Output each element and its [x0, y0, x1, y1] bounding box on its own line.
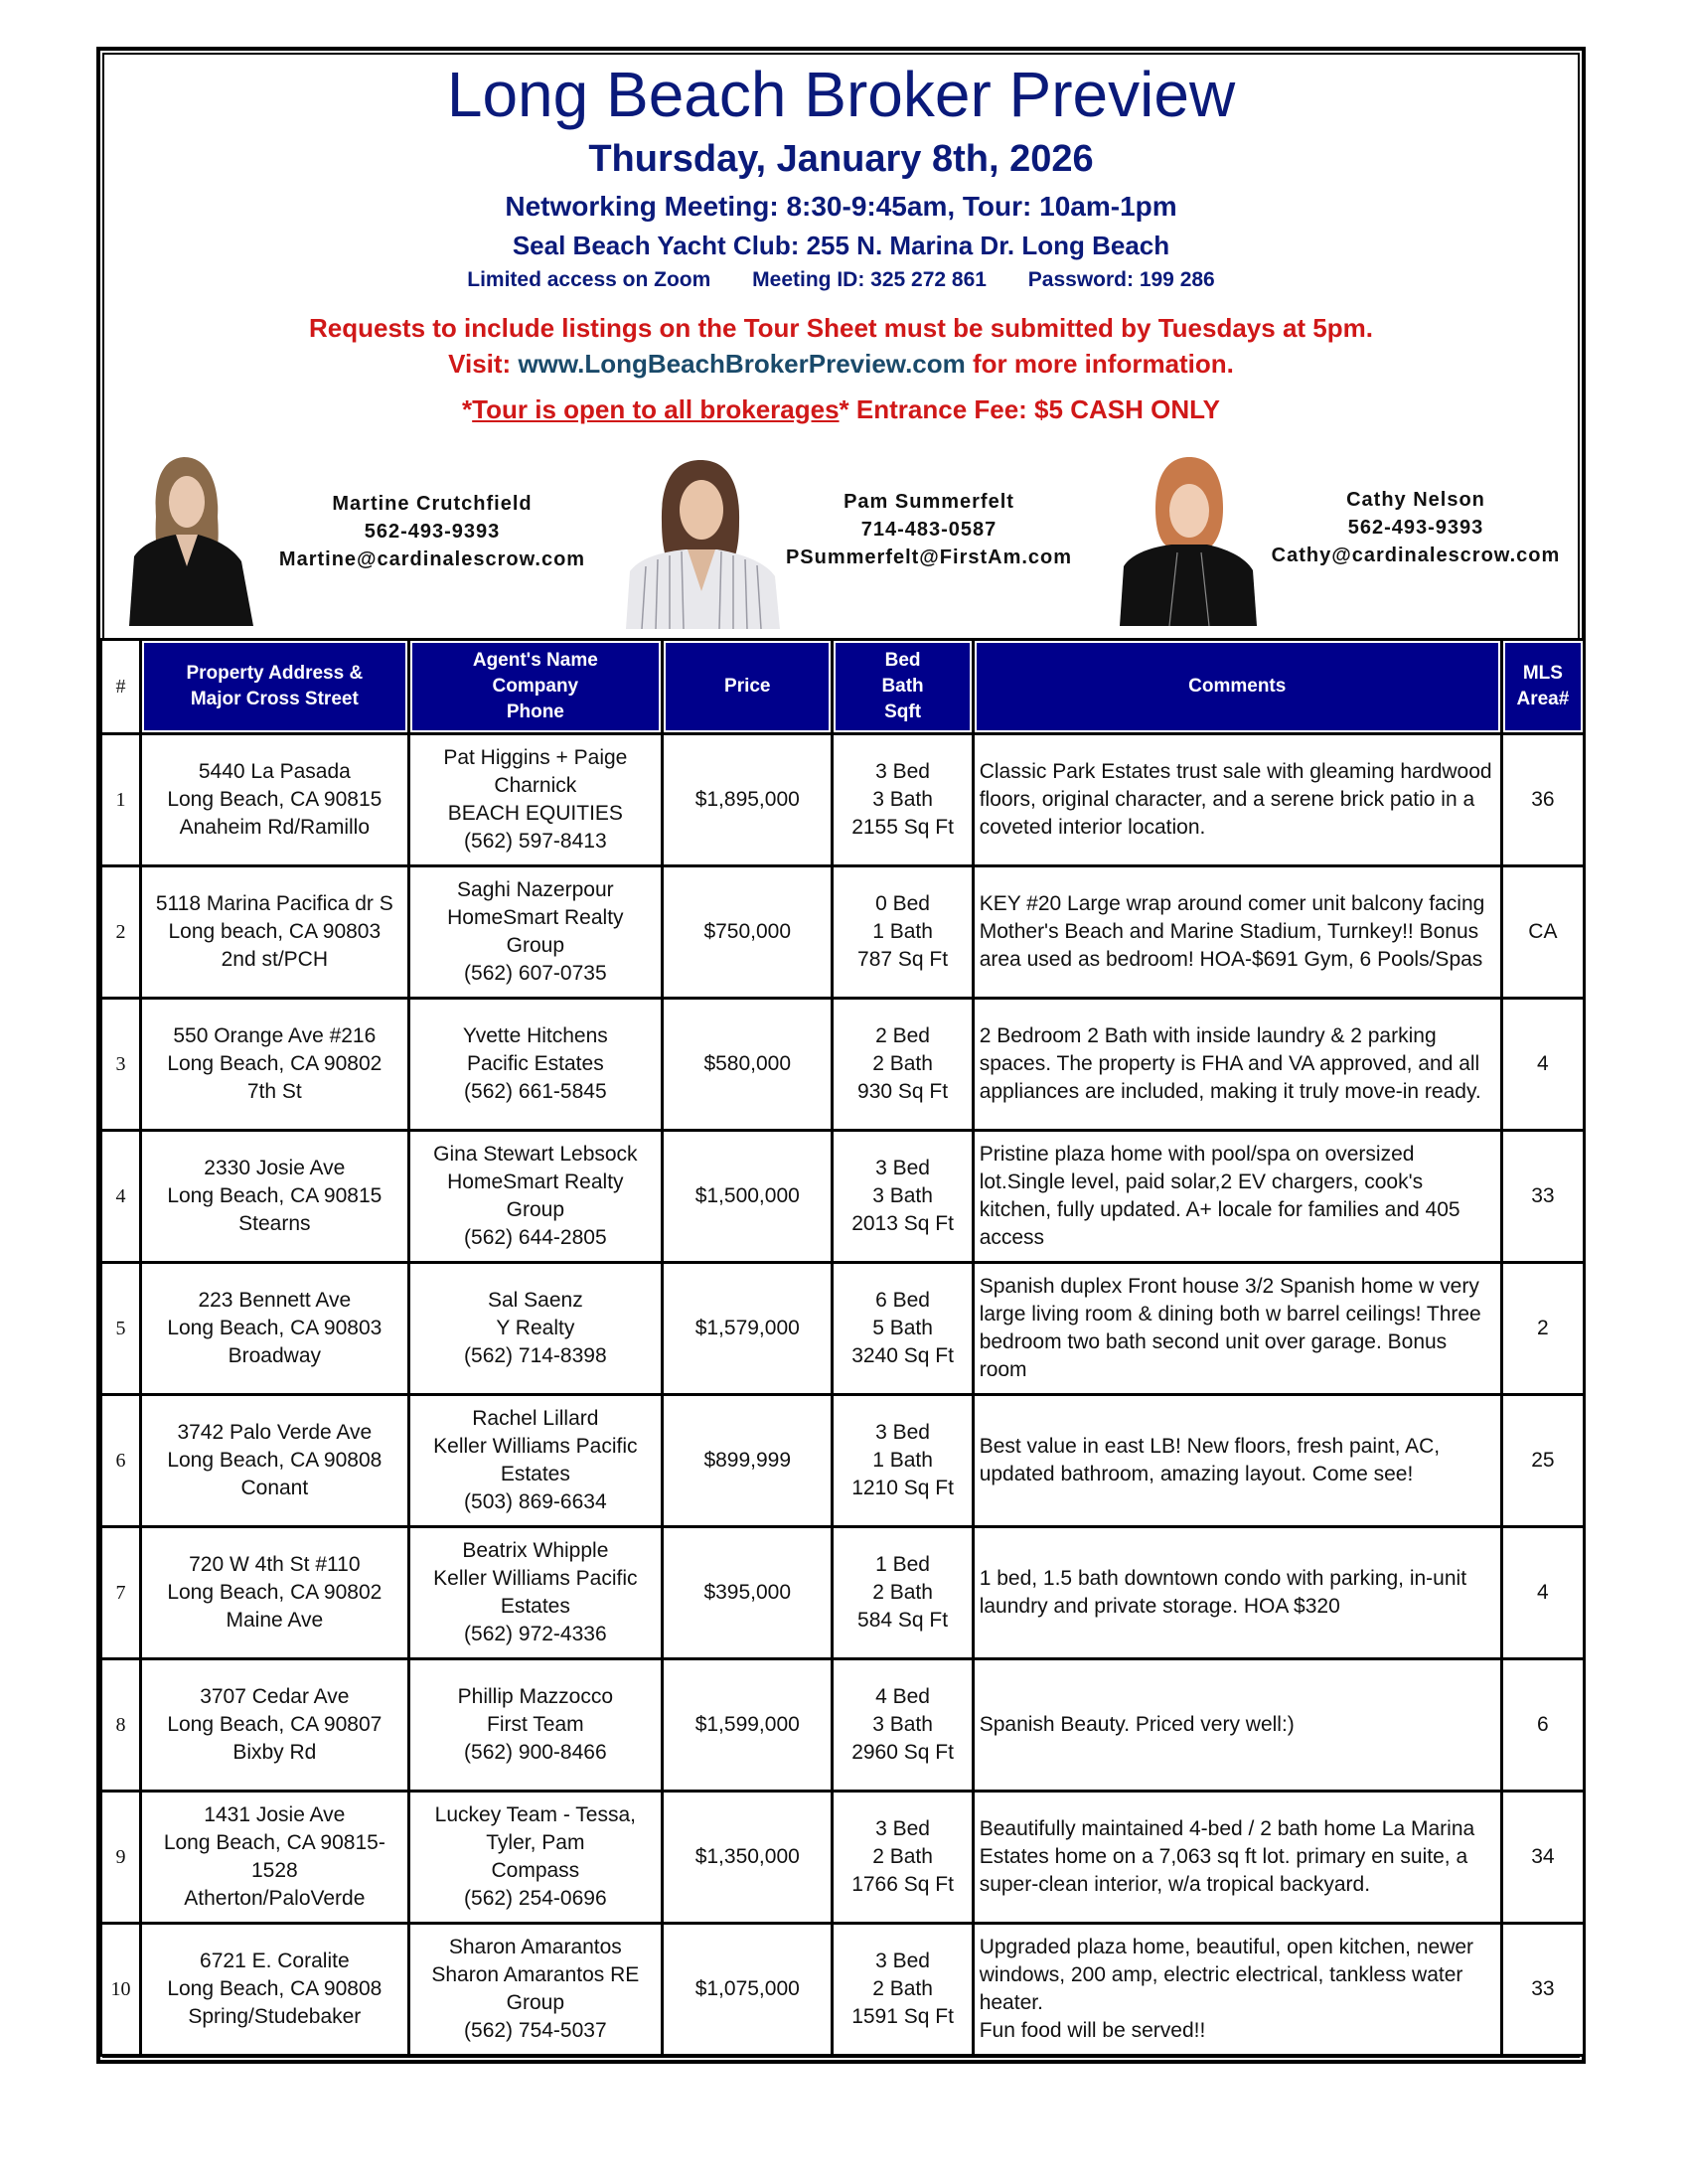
agent-company-phone-line: Saghi Nazerpour [457, 878, 614, 901]
bed-bath-sqft [834, 1925, 971, 2054]
agent-company-phone [410, 1793, 662, 1922]
price: $1,599,000 [664, 1660, 831, 1790]
comments [975, 1000, 1500, 1129]
agent-company-phone-line: Sal Saenz [487, 1289, 583, 1312]
agent-company-phone [410, 1132, 662, 1261]
property-address [142, 1000, 407, 1129]
row-number: 7 [102, 1528, 139, 1657]
bed-bath-sqft-line: 1 Bath [872, 920, 933, 943]
header-line: Bed [884, 650, 921, 671]
agent-company-phone-line: (562) 254-0696 [464, 1887, 607, 1910]
comments [975, 867, 1500, 997]
agent-card-cathy [1252, 486, 1580, 569]
agent-company-phone-line: Keller Williams Pacific [433, 1567, 638, 1590]
bed-bath-sqft-line: 1210 Sq Ft [851, 1477, 954, 1499]
bed-bath-sqft-line: 787 Sq Ft [857, 948, 949, 971]
comments [975, 1132, 1500, 1261]
agent-company-phone-line: Estates [500, 1595, 570, 1618]
comments [975, 1396, 1500, 1525]
bed-bath-sqft-line: 2 Bed [875, 1024, 930, 1047]
comments [975, 1925, 1500, 2054]
table-row [102, 1660, 1583, 1790]
table-row [102, 735, 1583, 864]
property-address [142, 1396, 407, 1525]
bed-bath-sqft-line: 4 Bed [875, 1685, 930, 1708]
property-address-line: Anaheim Rd/Ramillo [179, 816, 371, 839]
agent-company-phone-line: BEACH EQUITIES [447, 802, 623, 825]
agent-company-phone-line: (562) 661-5845 [464, 1080, 607, 1103]
price: $1,895,000 [664, 735, 831, 864]
row-number: 9 [102, 1793, 139, 1922]
bed-bath-sqft [834, 867, 971, 997]
bed-bath-sqft [834, 1660, 971, 1790]
bed-bath-sqft-line: 3240 Sq Ft [851, 1344, 954, 1367]
table-row [102, 1925, 1583, 2054]
agent-company-phone-line: Sharon Amarantos RE [431, 1963, 640, 1986]
agent-company-phone [410, 1000, 662, 1129]
requests-notice: Requests to include listings on the Tour Sheet must be submitted by Tuesdays at 5pm. [309, 313, 1373, 343]
row-number: 1 [102, 735, 139, 864]
row-number: 3 [102, 1000, 139, 1129]
agent-company-phone-line: Phillip Mazzocco [457, 1685, 614, 1708]
mls-area: 33 [1503, 1925, 1583, 2054]
price: $1,579,000 [664, 1264, 831, 1393]
bed-bath-sqft [834, 1132, 971, 1261]
comments-line: Best value in east LB! New floors, fresh paint, AC, updated bathroom, amazing layout. Come see! [979, 1435, 1441, 1485]
header-line: Bath [881, 676, 924, 697]
property-address [142, 867, 407, 997]
zoom-password: Password: 199 286 [1027, 268, 1215, 291]
listings-table [99, 638, 1586, 2057]
event-date: Thursday, January 8th, 2026 [588, 138, 1094, 180]
price: $395,000 [664, 1528, 831, 1657]
bed-bath-sqft-line: 1766 Sq Ft [851, 1873, 954, 1896]
bed-bath-sqft [834, 1264, 971, 1393]
mls-area: CA [1503, 867, 1583, 997]
agent-company-phone [410, 1528, 662, 1657]
agent-company-phone-line: (562) 607-0735 [464, 962, 607, 985]
tour-notice [104, 392, 1578, 426]
agent-card-pam [775, 488, 1083, 571]
property-address [142, 1132, 407, 1261]
bed-bath-sqft [834, 1793, 971, 1922]
property-address-line: 550 Orange Ave #216 [173, 1024, 377, 1047]
property-address-line: 3707 Cedar Ave [200, 1685, 350, 1708]
agent-company-phone-line: Tyler, Pam [486, 1831, 585, 1854]
bed-bath-sqft-line: 2 Bath [872, 1977, 933, 2000]
comments [975, 1793, 1500, 1922]
property-address-line: 3742 Palo Verde Ave [177, 1421, 373, 1444]
comments [975, 735, 1500, 864]
agent-photo-pam [616, 452, 790, 629]
col-header-comments: Comments [975, 641, 1500, 732]
bed-bath-sqft-line: 2 Bath [872, 1845, 933, 1868]
property-address-line: 2nd st/PCH [221, 948, 329, 971]
agent-company-phone-line: Y Realty [496, 1317, 575, 1339]
bed-bath-sqft-line: 1 Bed [875, 1553, 930, 1576]
agent-company-phone-line: Pat Higgins + Paige [443, 746, 628, 769]
mls-area: 33 [1503, 1132, 1583, 1261]
agent-company-phone-line: (562) 972-4336 [464, 1623, 607, 1645]
website-link[interactable]: www.LongBeachBrokerPreview.com [518, 349, 966, 379]
agent-name: Cathy Nelson [1346, 489, 1485, 511]
bed-bath-sqft-line: 2 Bath [872, 1052, 933, 1075]
bed-bath-sqft-line: 5 Bath [872, 1317, 933, 1339]
property-address [142, 1793, 407, 1922]
property-address [142, 1925, 407, 2054]
page-title: Long Beach Broker Preview [446, 59, 1236, 130]
event-venue: Seal Beach Yacht Club: 255 N. Marina Dr. Long Beach [512, 231, 1170, 260]
agent-company-phone-line: Charnick [494, 774, 577, 797]
agent-company-phone-line: Luckey Team - Tessa, [434, 1803, 636, 1826]
property-address-line: Bixby Rd [232, 1741, 317, 1764]
comments-line: Fun food will be served!! [979, 2019, 1206, 2042]
property-address-line: 5440 La Pasada [198, 760, 351, 783]
agent-photo-cathy [1108, 449, 1267, 626]
agent-company-phone [410, 735, 662, 864]
visit-suffix: for more information. [973, 349, 1234, 379]
property-address [142, 1528, 407, 1657]
zoom-access: Limited access on Zoom [467, 268, 711, 291]
row-number: 5 [102, 1264, 139, 1393]
comments-line: Spanish Beauty. Priced very well:) [979, 1713, 1295, 1736]
comments-line: KEY #20 Large wrap around comer unit balcony facing Mother's Beach and Marine Stadium, Turnkey!! Bonus area used as bedroom! HOA-$691 Gym, 6 Pools/Spas [979, 892, 1485, 971]
bed-bath-sqft-line: 3 Bed [875, 1157, 930, 1179]
property-address-line: Long Beach, CA 90802 [167, 1052, 383, 1075]
comments [975, 1660, 1500, 1790]
bed-bath-sqft-line: 1591 Sq Ft [851, 2005, 954, 2028]
bed-bath-sqft-line: 3 Bed [875, 760, 930, 783]
bed-bath-sqft-line: 3 Bath [872, 788, 933, 811]
property-address-line: Long Beach, CA 90808 [167, 1977, 383, 2000]
comments-line: Spanish duplex Front house 3/2 Spanish home w very large living room & dining both w barrel ceilings! Three bedroom two bath second unit over garage. Bonus room [979, 1275, 1481, 1381]
agent-company-phone [410, 1660, 662, 1790]
agent-company-phone-line: (562) 597-8413 [464, 830, 607, 853]
property-address-line: Long Beach, CA 90815- [163, 1831, 385, 1854]
property-address-line: Long beach, CA 90803 [168, 920, 382, 943]
header-line: Company [492, 676, 579, 697]
mls-area: 6 [1503, 1660, 1583, 1790]
property-address-line: Long Beach, CA 90815 [167, 1184, 383, 1207]
property-address-line: 7th St [246, 1080, 302, 1103]
comments-line: Upgraded plaza home, beautiful, open kitchen, newer windows, 200 amp, electric electrical, tankless water heater. [979, 1936, 1474, 2014]
price: $580,000 [664, 1000, 831, 1129]
agent-name: Pam Summerfelt [844, 491, 1014, 513]
zoom-meeting-id: Meeting ID: 325 272 861 [752, 268, 987, 291]
visit-prefix: Visit: [448, 349, 512, 379]
table-row [102, 1793, 1583, 1922]
property-address [142, 1660, 407, 1790]
agent-email[interactable]: Martine@cardinalescrow.com [278, 548, 586, 570]
bed-bath-sqft-line: 3 Bath [872, 1184, 933, 1207]
agent-company-phone-line: Rachel Lillard [472, 1407, 599, 1430]
price: $1,075,000 [664, 1925, 831, 2054]
comments-line: 2 Bedroom 2 Bath with inside laundry & 2 parking spaces. The property is FHA and VA approved, and all appliances are included, making it truly move-in ready. [979, 1024, 1481, 1103]
row-number: 8 [102, 1660, 139, 1790]
col-header-mls [1503, 641, 1583, 732]
price: $1,500,000 [664, 1132, 831, 1261]
price: $1,350,000 [664, 1793, 831, 1922]
agent-company-phone-line: Estates [500, 1463, 570, 1485]
agent-company-phone [410, 1396, 662, 1525]
row-number: 2 [102, 867, 139, 997]
col-header-agent [410, 641, 662, 732]
agent-company-phone-line: (562) 754-5037 [464, 2019, 607, 2042]
price: $899,999 [664, 1396, 831, 1525]
tour-suffix: * Entrance Fee: $5 CASH ONLY [839, 394, 1220, 424]
header-line: Area# [1516, 689, 1570, 709]
bed-bath-sqft-line: 3 Bath [872, 1713, 933, 1736]
price: $750,000 [664, 867, 831, 997]
agent-company-phone-line: Compass [491, 1859, 580, 1882]
bed-bath-sqft-line: 3 Bed [875, 1950, 930, 1972]
comments-line: 1 bed, 1.5 bath downtown condo with parking, in-unit laundry and private storage. HOA $320 [979, 1567, 1467, 1618]
event-schedule: Networking Meeting: 8:30-9:45am, Tour: 10am-1pm [505, 191, 1177, 222]
agent-company-phone [410, 867, 662, 997]
agent-company-phone-line: Pacific Estates [466, 1052, 604, 1075]
col-header-bedbath [834, 641, 971, 732]
bed-bath-sqft-line: 584 Sq Ft [857, 1609, 949, 1632]
property-address-line: Long Beach, CA 90815 [167, 788, 383, 811]
mls-area: 4 [1503, 1528, 1583, 1657]
agent-photo-martine [114, 447, 268, 626]
comments-line: Pristine plaza home with pool/spa on oversized lot.Single level, paid solar,2 EV chargers, cook's kitchen, fully updated. A+ locale for families and 405 access [979, 1143, 1460, 1249]
table-row [102, 1396, 1583, 1525]
agent-company-phone-line: Gina Stewart Lebsock [433, 1143, 638, 1166]
property-address-line: Broadway [228, 1344, 322, 1367]
header-line: Property Address & [186, 663, 364, 684]
property-address-line: 2330 Josie Ave [204, 1157, 346, 1179]
mls-area: 25 [1503, 1396, 1583, 1525]
property-address-line: 5118 Marina Pacifica dr S [155, 892, 393, 915]
header-line: Major Cross Street [190, 689, 359, 709]
header-line: MLS [1522, 663, 1563, 684]
row-number: 6 [102, 1396, 139, 1525]
bed-bath-sqft-line: 2960 Sq Ft [851, 1741, 954, 1764]
agent-company-phone-line: HomeSmart Realty [447, 1170, 624, 1193]
agent-company-phone-line: Sharon Amarantos [448, 1936, 622, 1958]
col-header-number: # [102, 641, 139, 732]
bed-bath-sqft-line: 3 Bed [875, 1817, 930, 1840]
property-address [142, 1264, 407, 1393]
agent-company-phone-line: First Team [487, 1713, 584, 1736]
property-address-line: Atherton/PaloVerde [184, 1887, 366, 1910]
property-address-line: Spring/Studebaker [188, 2005, 362, 2028]
agent-phone: 714-483-0587 [860, 519, 998, 541]
mls-area: 4 [1503, 1000, 1583, 1129]
property-address [142, 735, 407, 864]
bed-bath-sqft-line: 1 Bath [872, 1449, 933, 1472]
tour-prefix: * [462, 394, 473, 424]
comments [975, 1528, 1500, 1657]
comments-line: Classic Park Estates trust sale with gleaming hardwood floors, original character, and a serene brick patio in a coveted interior location. [979, 760, 1492, 839]
property-address-line: 1431 Josie Ave [204, 1803, 346, 1826]
property-address-line: 6721 E. Coralite [200, 1950, 350, 1972]
agent-company-phone [410, 1925, 662, 2054]
bed-bath-sqft-line: 3 Bed [875, 1421, 930, 1444]
header-line: Agent's Name [472, 650, 598, 671]
agent-email[interactable]: PSummerfelt@FirstAm.com [785, 546, 1073, 568]
mls-area: 36 [1503, 735, 1583, 864]
mls-area: 2 [1503, 1264, 1583, 1393]
bed-bath-sqft [834, 1528, 971, 1657]
property-address-line: 223 Bennett Ave [198, 1289, 352, 1312]
agent-company-phone-line: Yvette Hitchens [462, 1024, 608, 1047]
zoom-info [104, 266, 1578, 294]
row-number: 4 [102, 1132, 139, 1261]
header-line: Sqft [884, 702, 922, 722]
agent-company-phone-line: Group [506, 1991, 565, 2014]
bed-bath-sqft-line: 2 Bath [872, 1581, 933, 1604]
header-line: Phone [506, 702, 564, 722]
table-header-row [102, 641, 1583, 732]
property-address-line: Conant [240, 1477, 309, 1499]
property-address-line: Stearns [238, 1212, 311, 1235]
bed-bath-sqft-line: 6 Bed [875, 1289, 930, 1312]
mls-area: 34 [1503, 1793, 1583, 1922]
visit-notice [104, 347, 1578, 381]
agent-company-phone-line: (562) 644-2805 [464, 1226, 607, 1249]
agent-company-phone-line: Group [506, 1198, 565, 1221]
agent-company-phone-line: Keller Williams Pacific [433, 1435, 638, 1458]
row-number: 10 [102, 1925, 139, 2054]
col-header-price: Price [664, 641, 831, 732]
agent-company-phone-line: Group [506, 934, 565, 957]
agent-phone: 562-493-9393 [364, 521, 501, 543]
bed-bath-sqft-line: 0 Bed [875, 892, 930, 915]
property-address-line: Maine Ave [226, 1609, 324, 1632]
property-address-line: Long Beach, CA 90802 [167, 1581, 383, 1604]
bed-bath-sqft-line: 930 Sq Ft [857, 1080, 949, 1103]
tour-open-text: Tour is open to all brokerages [472, 394, 840, 424]
comments [975, 1264, 1500, 1393]
bed-bath-sqft [834, 735, 971, 864]
agent-name: Martine Crutchfield [332, 493, 533, 515]
table-row [102, 1132, 1583, 1261]
agent-company-phone-line: Beatrix Whipple [462, 1539, 609, 1562]
property-address-line: Long Beach, CA 90807 [167, 1713, 383, 1736]
property-address-line: 720 W 4th St #110 [189, 1553, 361, 1576]
agent-phone: 562-493-9393 [1347, 517, 1484, 539]
property-address-line: Long Beach, CA 90803 [167, 1317, 383, 1339]
table-row [102, 867, 1583, 997]
table-row [102, 1000, 1583, 1129]
bed-bath-sqft-line: 2155 Sq Ft [851, 816, 954, 839]
bed-bath-sqft [834, 1000, 971, 1129]
agent-company-phone-line: (562) 900-8466 [464, 1741, 607, 1764]
comments-line: Beautifully maintained 4-bed / 2 bath home La Marina Estates home on a 7,063 sq ft lot. primary en suite, a super-clean interior, w/a tropical backyard. [979, 1817, 1475, 1896]
table-row [102, 1264, 1583, 1393]
agent-company-phone-line: (562) 714-8398 [464, 1344, 607, 1367]
agent-card-martine [268, 490, 596, 573]
agent-email[interactable]: Cathy@cardinalescrow.com [1271, 545, 1561, 566]
bed-bath-sqft-line: 2013 Sq Ft [851, 1212, 954, 1235]
property-address-line: 1528 [250, 1859, 298, 1882]
agent-company-phone-line: (503) 869-6634 [464, 1490, 607, 1513]
bed-bath-sqft [834, 1396, 971, 1525]
property-address-line: Long Beach, CA 90808 [167, 1449, 383, 1472]
col-header-address [142, 641, 407, 732]
agent-company-phone-line: HomeSmart Realty [447, 906, 624, 929]
agent-company-phone [410, 1264, 662, 1393]
table-row [102, 1528, 1583, 1657]
